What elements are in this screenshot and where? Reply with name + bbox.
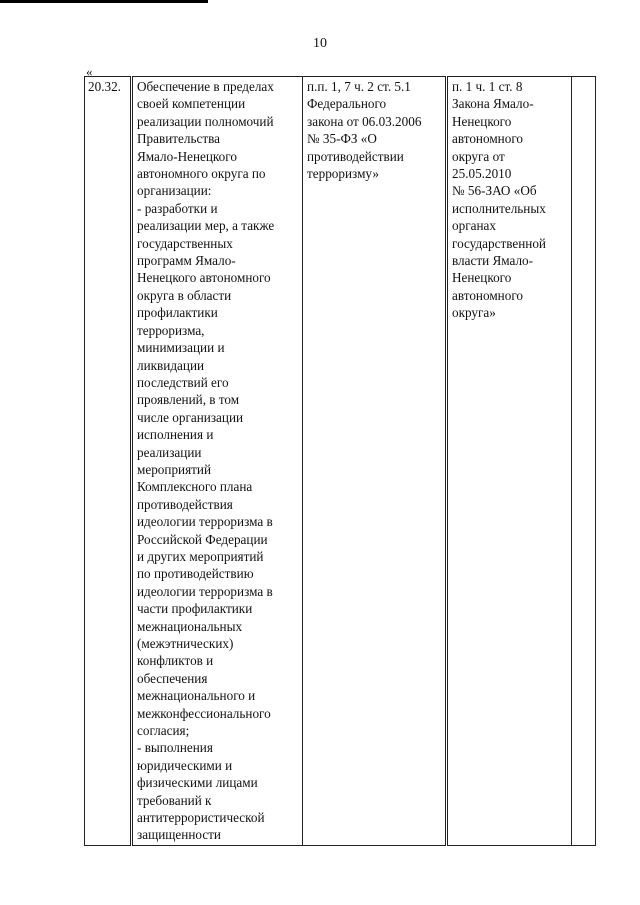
powers-table [84,76,596,846]
federal-basis-cell [303,77,447,846]
empty-cell [572,77,596,846]
page-number: 10 [313,36,327,51]
federal-law-basis: п.п. 1, 7 ч. 2 ст. 5.1 Федерального закона от 06.03.2006 № 35-ФЗ «О противодействии терроризму» [307,79,422,182]
table-row [85,77,596,846]
regional-basis-cell [447,77,572,846]
top-rule [0,0,208,3]
row-number-cell [85,77,132,846]
regional-law-basis: п. 1 ч. 1 ст. 8 Закона Ямало- Ненецкого автономного округа от 25.05.2010 № 56-ЗАО «Об исполнительных органах государственной власти Ямало- Ненецкого автономного округа» [452,79,546,321]
power-description: Обеспечение в пределах своей компетенции реализации полномочий Правительства Ямало-Ненецкого автономного округа по организации: - разработки и реализации мер, а также государственных программ Ямало- Ненецкого автономного округа в области профилактики терроризма, минимизации и ликвидации последствий его проявлений, в том числе организации исполнения и реализации мероприятий Комплексного плана противодействия идеологии терроризма в Российской Федерации и других мероприятий по противодействию идеологии терроризма в части профилактики межнациональных (межэтнических) конфликтов и обеспечения межнационального и межконфессионального согласия; - выполнения юридическими и физическими лицами требований к антитеррористической защищенности [137,79,275,843]
description-cell [132,77,303,846]
row-number: 20.32. [88,79,121,94]
opening-quote-mark: « [86,64,93,79]
